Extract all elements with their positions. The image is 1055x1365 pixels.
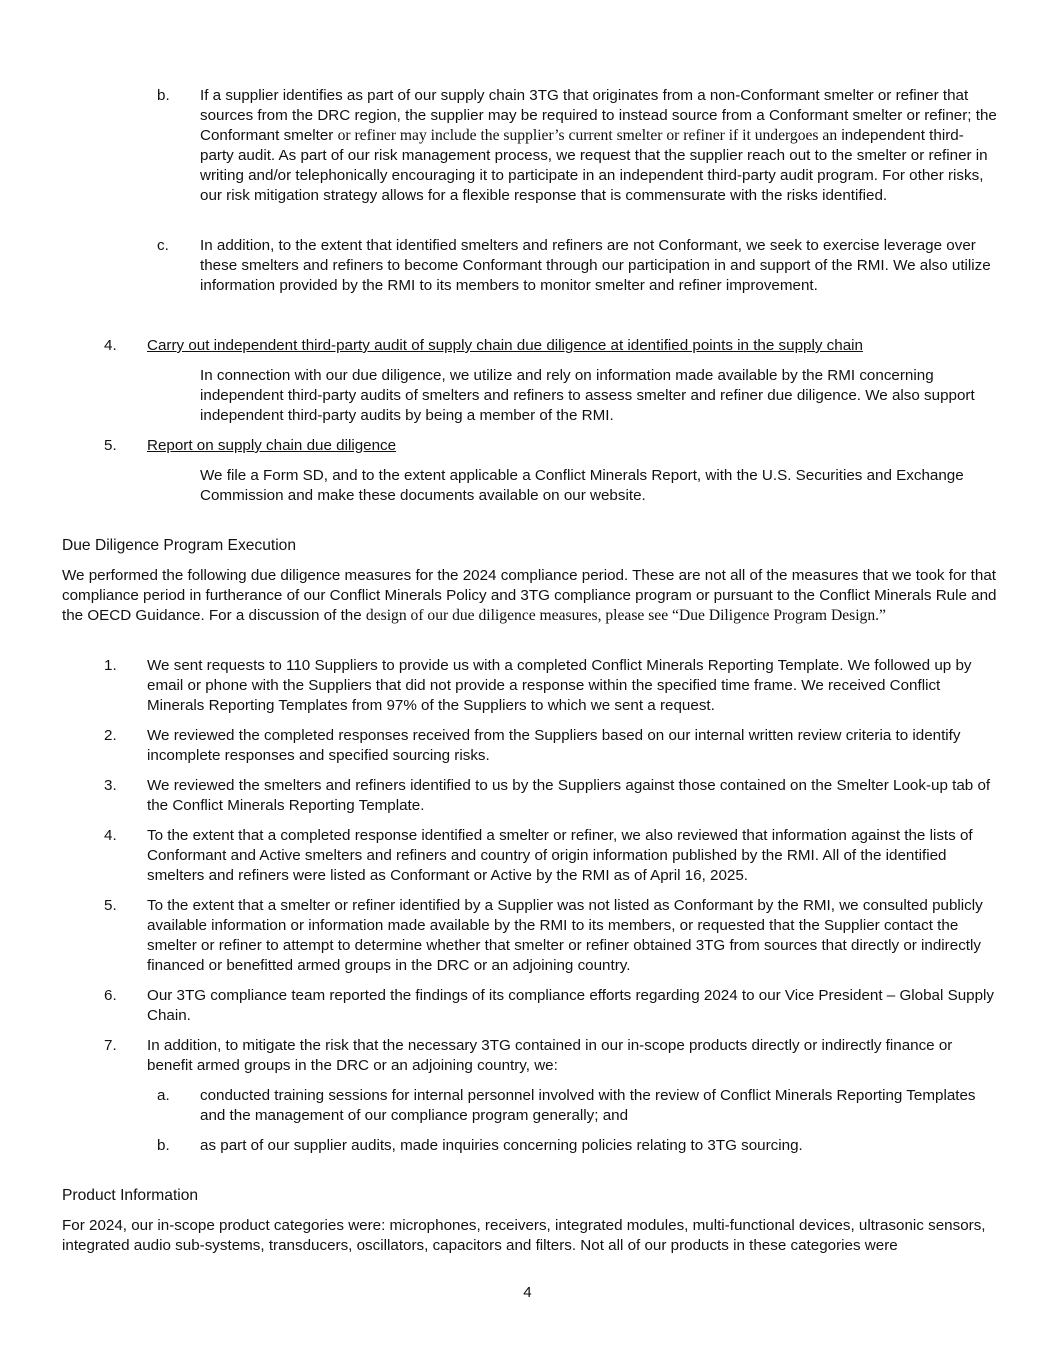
execution-subitem — [157, 1136, 997, 1156]
paragraph: In connection with our due diligence, we utilize and rely on information made available by the RMI concerning independent third-party audits of smelters and refiners to assess smelter and refiner due diligence. We also support independent third-party audits by being a member of the RMI. — [200, 367, 975, 424]
execution-item — [104, 826, 997, 886]
paragraph: Our 3TG compliance team reported the findings of its compliance efforts regarding 2024 to our Vice President – Global Supply Chain. — [147, 987, 995, 1024]
design-item-c — [157, 236, 997, 296]
list-marker: b. — [157, 87, 170, 104]
paragraph: We sent requests to 110 Suppliers to provide us with a completed Conflict Minerals Reporting Template. We followed up by email or phone with the Suppliers that did not provide a response within the specified time frame. We received Conflict Minerals Reporting Templates from 97% of the Suppliers to which we sent a request. — [147, 657, 972, 714]
step-title: Report on supply chain due diligence — [147, 437, 397, 454]
paragraph: We performed the following due diligence measures for the 2024 compliance period. These are not all of the measures that we took for that compliance period in furtherance of our Conflict Minerals Policy and 3TG compliance program or pursuant to the Conflict Minerals Rule and the OECD Guidance. For a discussion of the design of our due diligence measures, please see “Due Diligence Program Design.” — [62, 567, 997, 624]
section-heading: Due Diligence Program Execution — [62, 537, 297, 554]
product-paragraph — [62, 1216, 997, 1256]
execution-intro — [62, 566, 997, 626]
paragraph: To the extent that a completed response identified a smelter or refiner, we also reviewed that information against the lists of Conformant and Active smelters and refiners and country of origin information published by the RMI. All of the identified smelters and refiners were listed as Conformant or Active by the RMI as of April 16, 2025. — [147, 827, 973, 884]
list-marker: 7. — [104, 1037, 117, 1054]
paragraph: To the extent that a smelter or refiner identified by a Supplier was not listed as Conformant by the RMI, we consulted publicly available information or information made available by the RMI to its members, or requested that the Supplier contact the smelter or refiner to attempt to determine whether that smelter or refiner obtained 3TG from sources that directly or indirectly financed or benefitted armed groups in the DRC or an adjoining country. — [147, 897, 983, 974]
list-marker: c. — [157, 237, 169, 254]
list-marker: 4. — [104, 827, 117, 844]
list-marker: 1. — [104, 657, 117, 674]
step-title: Carry out independent third-party audit of supply chain due diligence at identified points in the supply chain — [147, 337, 863, 354]
list-marker: b. — [157, 1137, 170, 1154]
list-marker: 5. — [104, 897, 117, 914]
paragraph: In addition, to mitigate the risk that the necessary 3TG contained in our in-scope products directly or indirectly finance or benefit armed groups in the DRC or an adjoining country, we: — [147, 1037, 953, 1074]
execution-item — [104, 896, 997, 976]
page-number: 4 — [523, 1284, 532, 1301]
paragraph: If a supplier identifies as part of our supply chain 3TG that originates from a non-Conformant smelter or refiner that sources from the DRC region, the supplier may be required to instead source from a Conformant smelter or refiner; the Conformant smelter or refiner may include the supplier’s current smelter or refiner if it undergoes an independent third-party audit. As part of our risk management process, we request that the supplier reach out to the smelter or refiner in writing and/or telephonically encouraging it to participate in an independent third-party audit program. For other risks, our risk mitigation strategy allows for a flexible response that is commensurate with the risks identified. — [200, 87, 997, 204]
paragraph: We file a Form SD, and to the extent applicable a Conflict Minerals Report, with the U.S. Securities and Exchange Commission and make these documents available on our website. — [200, 467, 964, 504]
list-marker: 5. — [104, 437, 117, 454]
list-marker: 2. — [104, 727, 117, 744]
list-marker: 4. — [104, 337, 117, 354]
execution-item — [104, 1036, 997, 1076]
execution-subitem — [157, 1086, 997, 1126]
execution-item — [104, 986, 997, 1026]
list-marker: 3. — [104, 777, 117, 794]
list-marker: 6. — [104, 987, 117, 1004]
execution-item — [104, 726, 997, 766]
execution-item — [104, 656, 997, 716]
design-step-5 — [104, 436, 997, 506]
execution-item — [104, 776, 997, 816]
paragraph: We reviewed the smelters and refiners identified to us by the Suppliers against those contained on the Smelter Look-up tab of the Conflict Minerals Reporting Template. — [147, 777, 991, 814]
design-step-4 — [104, 336, 997, 426]
design-item-b — [157, 86, 997, 206]
section-heading: Product Information — [62, 1187, 199, 1204]
paragraph: We reviewed the completed responses received from the Suppliers based on our internal written review criteria to identify incomplete responses and specified sourcing risks. — [147, 727, 961, 764]
list-marker: a. — [157, 1087, 170, 1104]
paragraph: In addition, to the extent that identified smelters and refiners are not Conformant, we seek to exercise leverage over these smelters and refiners to become Conformant through our participation in and support of the RMI. We also utilize information provided by the RMI to its members to monitor smelter and refiner improvement. — [200, 237, 991, 294]
paragraph: For 2024, our in-scope product categories were: microphones, receivers, integrated modules, multi-functional devices, ultrasonic sensors, integrated audio sub-systems, transducers, oscillators, capacitors and filters. Not all of our products in these categories were — [62, 1217, 986, 1254]
paragraph: conducted training sessions for internal personnel involved with the review of Conflict Minerals Reporting Templates and the management of our compliance program generally; and — [200, 1087, 976, 1124]
paragraph: as part of our supplier audits, made inquiries concerning policies relating to 3TG sourcing. — [200, 1137, 803, 1154]
